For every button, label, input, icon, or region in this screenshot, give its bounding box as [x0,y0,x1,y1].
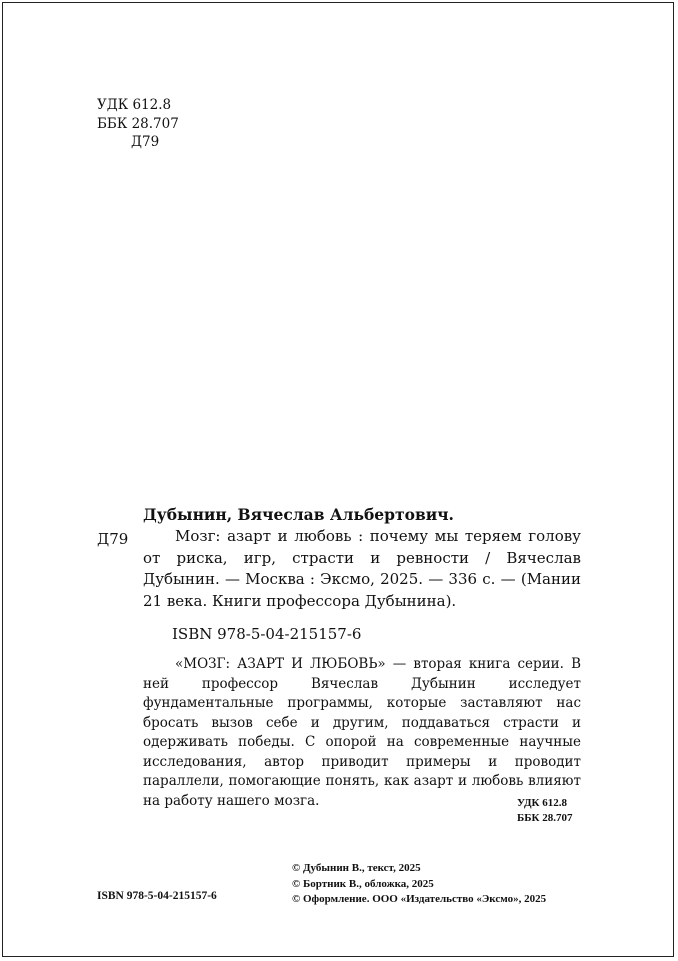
record-author-mark: Д79 [97,530,129,548]
copyright-design: © Оформление. ООО «Издательство «Эксмо», 2025 [292,893,547,905]
copyright-text: © Дубынин В., текст, 2025 [292,862,421,874]
classification-block-top [97,96,179,152]
bbk-code-bottom: ББК 28.707 [517,812,573,824]
classification-block-bottom [517,796,573,826]
isbn-bottom: ISBN 978-5-04-215157-6 [97,890,217,902]
bibliographic-description: Мозг: азарт и любовь : почему мы теряем голову от риска, игр, страсти и ревности / Вячеслав Дубынин. — Москва : Эксмо, 2025. — 336 с. — (Мании 21 века. Книги профессора Дубынина). [143,527,581,610]
isbn-record: ISBN 978-5-04-215157-6 [172,625,362,643]
bbk-code: ББК 28.707 [97,115,179,132]
copyright-cover: © Бортник В., обложка, 2025 [292,877,434,890]
author-mark: Д79 [131,134,160,150]
copyright-block [292,861,546,908]
annotation: «МОЗГ: АЗАРТ И ЛЮБОВЬ» — вторая книга серии. В ней профессор Вячеслав Дубынин исследует фундаментальные программы, которые заставляют нас бросать вызов себе и другим, поддаваться страсти и одерживать победы. С опорой на современные научные исследования, автор приводит примеры и проводит параллели, помогающие понять, как азарт и любовь влияют на работу нашего мозга. [143,656,581,809]
author-name: Дубынин, Вячеслав Альбертович. [143,505,454,524]
udk-code: УДК 612.8 [97,97,172,113]
udk-code-bottom: УДК 612.8 [517,797,568,809]
